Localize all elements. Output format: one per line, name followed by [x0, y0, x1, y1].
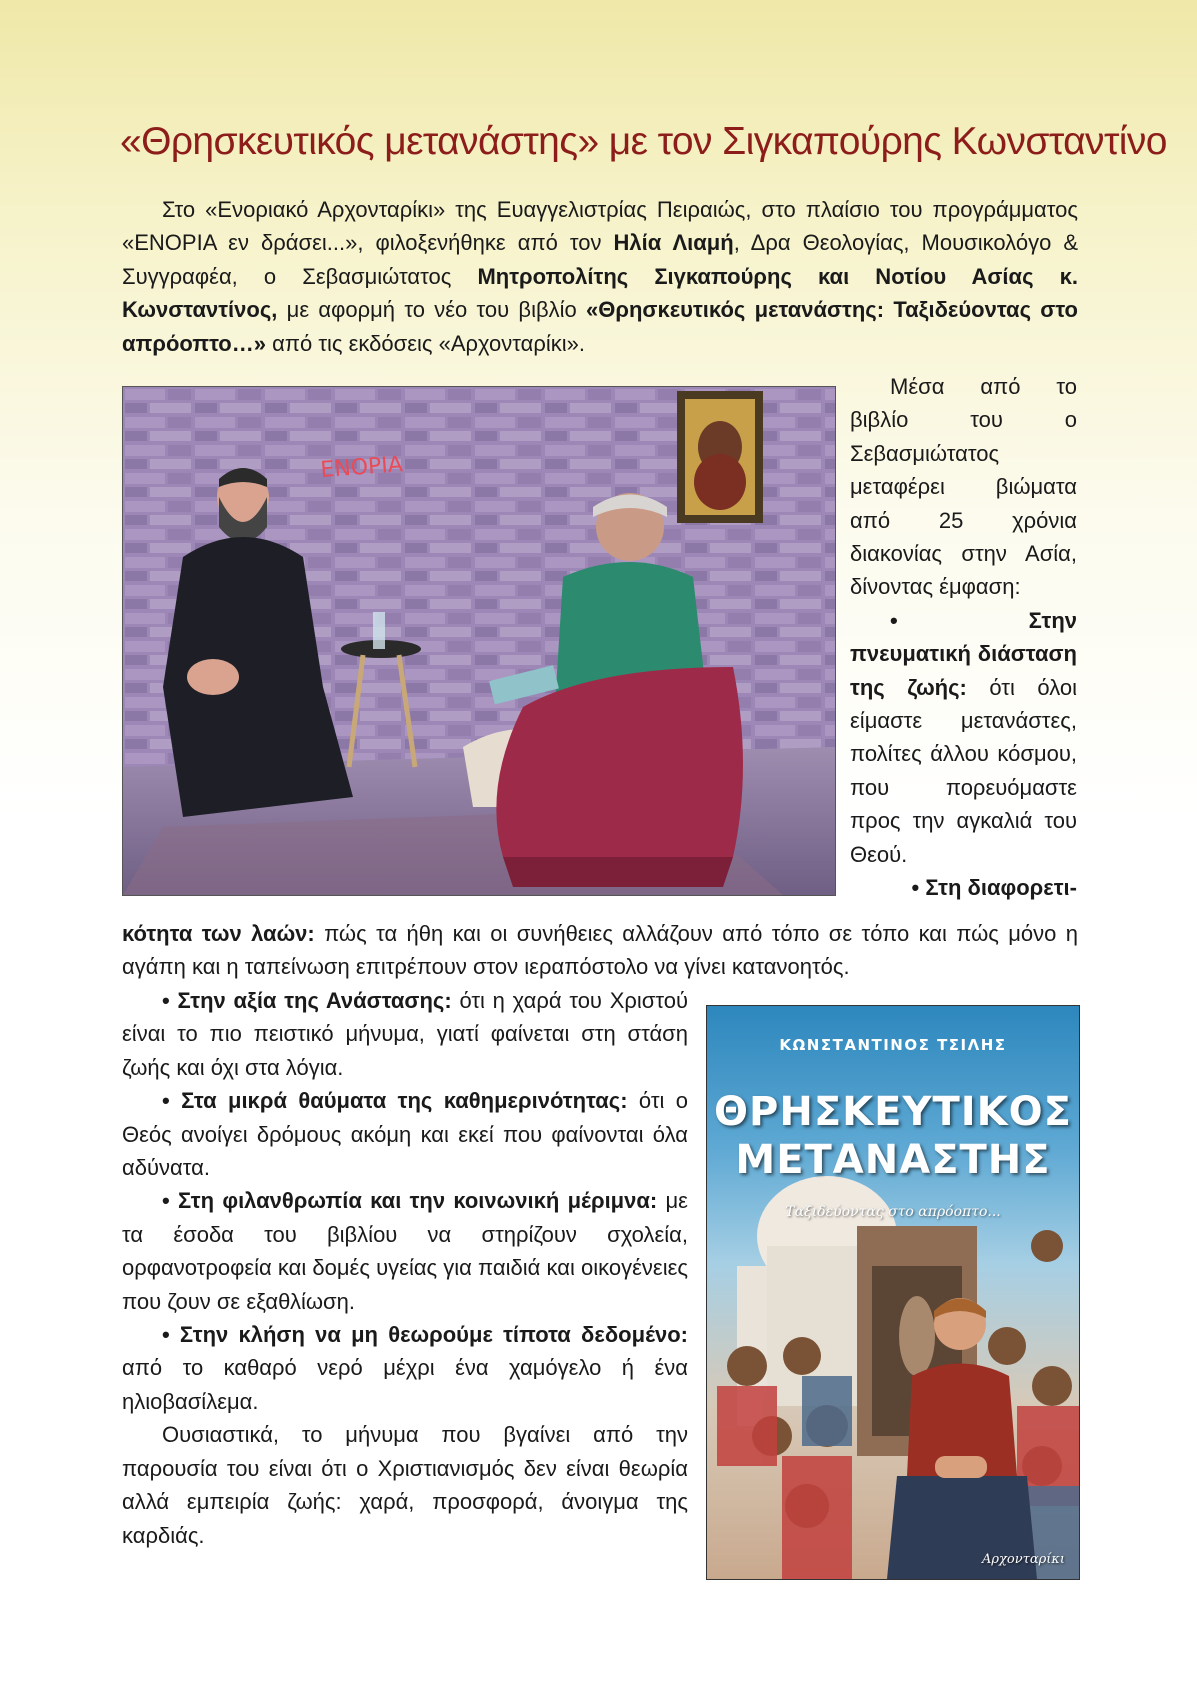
bullet-resurrection-heading: • Στην αξία της Ανάστασης: [162, 988, 452, 1013]
bullet-philanthropy-text: με τα έσοδα του βιβλίου να στηρίζουν σχολεία, ορφανοτροφεία και δομές υγείας για παιδιά και οικογένειες που ζουν σε εξαθλίωση. [122, 1188, 688, 1314]
bullet-nothing-granted-heading: • Στην κλήση να μη θεωρούμε τίποτα δεδομένο: [162, 1322, 688, 1348]
intro-book-title: «Θρησκευτικός μετανάστης: Ταξιδεύοντας στο απρόοπτο…» [122, 297, 1078, 356]
book-title [707, 1088, 1079, 1184]
article-title: «Θρησκευτικός μετανάστης» με τον Σιγκαπούρης Κωνσταντίνο [120, 120, 1167, 163]
book-title-line-2: ΜΕΤΑΝΑΣΤΗΣ [735, 1137, 1051, 1183]
bullet-diversity-continuation [122, 917, 1078, 984]
bullet-nothing-granted [122, 1318, 688, 1418]
conclusion-paragraph: Ουσιαστικά, το μήνυμα που βγαίνει από την παρουσία του είναι ότι ο Χριστιανισμός δεν είναι θεωρία αλλά εμπειρία ζωής: χαρά, προσφορά, άνοιγμα της καρδιάς. [122, 1422, 688, 1548]
bullet-diversity-text: πώς τα ήθη και οι συνήθειες αλλάζουν από τόπο σε τόπο και πώς μόνο η αγάπη και η ταπείνωση επιτρέπουν στον ιεραπόστολο να γίνει κατανοητός. [122, 921, 1078, 980]
right-column [850, 370, 1077, 905]
bullet-spiritual-text: ότι όλοι είμαστε μετανάστες, πολίτες άλλου κόσμου, που πορευόμαστε προς την αγκαλιά του Θεού. [850, 674, 1077, 867]
book-publisher: Αρχονταρίκι [982, 1552, 1065, 1567]
left-column [122, 984, 688, 1552]
bullet-diversity-heading-rest: κότητα των λαών: [122, 921, 315, 946]
intro-metropolitan-name: Μητροπολίτης Σιγκαπούρης και Νοτίου Ασίας κ. Κωνσταντίνος, [122, 263, 1078, 323]
bullet-diversity-start [850, 871, 1077, 904]
book-author: ΚΩΝΣΤΑΝΤΙΝΟΣ ΤΣΙΛΗΣ [779, 1036, 1007, 1054]
intro-text-4: από τις εκδόσεις «Αρχονταρίκι». [265, 330, 585, 356]
bullet-spiritual-dimension [850, 604, 1077, 871]
intro-text-3: με αφορμή το νέο του βιβλίο [277, 297, 587, 323]
intro-text-1: Στο «Ενοριακό Αρχονταρίκι» της Ευαγγελιστρίας Πειραιώς, στο πλαίσιο του προγράμματος «ΕΝΟΡΙΑ εν δράσει...», φιλοξενήθηκε από τον [122, 197, 1078, 256]
bullet-philanthropy [122, 1184, 688, 1318]
bullet-resurrection [122, 984, 688, 1084]
intro-text-2: , Δρα Θεολογίας, Μουσικολόγο & Συγγραφέα, ο Σεβασμιώτατος [122, 230, 1078, 289]
interview-photo [122, 386, 836, 896]
bullet-miracles [122, 1084, 688, 1184]
book-subtitle: Ταξιδεύοντας στο απρόοπτο... [785, 1204, 1001, 1220]
bullet-miracles-heading: • Στα μικρά θαύματα της καθημερινότητας: [162, 1088, 628, 1114]
side-paragraph: Μέσα από το βιβλίο του ο Σεβασμιώτατος μεταφέρει βιώματα από 25 χρόνια διακονίας στην Ασία, δίνοντας έμφαση: [850, 374, 1077, 600]
intro-paragraph [122, 193, 1078, 360]
book-cover-image [706, 1005, 1080, 1580]
photo-sign-text: ΕΝΟΡΙΑ [319, 452, 404, 483]
bullet-miracles-text: ότι ο Θεός ανοίγει δρόμους ακόμη και εκεί που φαίνονται όλα αδύνατα. [122, 1088, 688, 1181]
bullet-philanthropy-heading: • Στη φιλανθρωπία και την κοινωνική μέριμνα: [162, 1188, 658, 1214]
bullet-nothing-granted-text: από το καθαρό νερό μέχρι ένα χαμόγελο ή ένα ηλιοβασίλεμα. [122, 1355, 688, 1414]
intro-host-name: Ηλία Λιαμή [613, 230, 734, 256]
bullet-resurrection-text: ότι η χαρά του Χριστού είναι το πιο πειστικό μήνυμα, γιατί φαίνεται στη στάση ζωής και όχι στα λόγια. [122, 988, 688, 1080]
bullet-diversity-heading-start: • Στη διαφορετι- [911, 875, 1077, 901]
book-title-line-1: ΘΡΗΣΚΕΥΤΙΚΟΣ [714, 1089, 1072, 1135]
interview-photo-illustration [123, 387, 835, 895]
bullet-spiritual-heading: • Στην πνευματική διάσταση της ζωής: [850, 607, 1077, 700]
